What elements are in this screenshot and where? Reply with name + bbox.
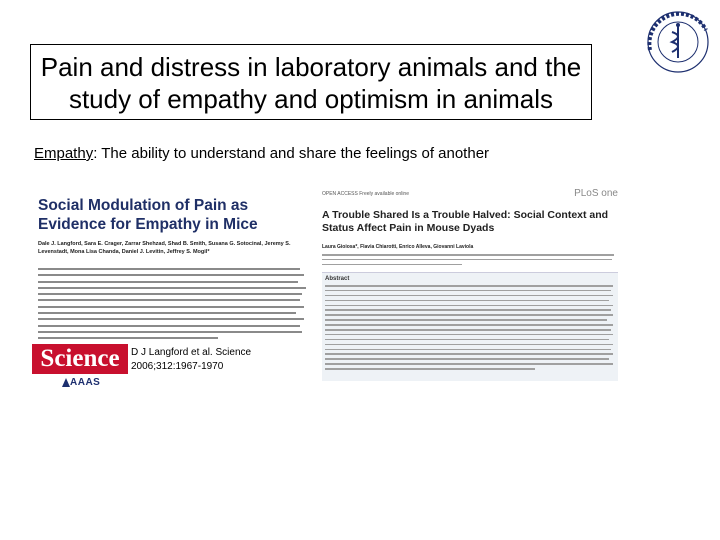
aaas-icon — [62, 378, 70, 387]
article-left-title: Social Modulation of Pain as Evidence for Empathy in Mice — [38, 197, 258, 233]
empathy-definition — [34, 145, 489, 162]
science-logo-text: Science — [32, 344, 128, 374]
plos-one-logo: PLoS one — [574, 188, 618, 199]
citation — [131, 346, 251, 374]
science-logo — [32, 344, 128, 394]
article-plos-excerpt — [320, 188, 620, 380]
abstract-heading: Abstract — [325, 276, 350, 282]
article-right-abstract-box — [322, 272, 618, 381]
article-right-title: A Trouble Shared Is a Trouble Halved: Social Context and Status Affect Pain in Mouse Dyads — [322, 209, 609, 234]
article-left-authors: Dale J. Langford, Sara E. Crager, Zarrar Shehzad, Shad B. Smith, Susana G. Sotocinal, Jeremy S. Levenstadt, Mona Lisa Chanda, Daniel J. Levitin, Jeffrey S. Mogil* — [38, 241, 291, 255]
iss-logo — [636, 0, 720, 84]
empathy-definition-text: : The ability to understand and share the feelings of another — [93, 145, 490, 162]
article-right-affiliations — [322, 254, 618, 269]
citation-line-1: D J Langford et al. Science — [131, 347, 252, 358]
empathy-term: Empathy — [34, 145, 94, 162]
slide-title: Pain and distress in laboratory animals and the study of empathy and optimism in animals — [30, 44, 592, 120]
article-left-abstract — [38, 268, 308, 344]
article-right-abstract — [325, 285, 615, 370]
aaas-text: AAAS — [70, 377, 101, 388]
article-right-authors: Laura Gioiosa*, Flavia Chiarotti, Enrico Alleva, Giovanni Laviola — [322, 244, 474, 250]
citation-line-2: 2006;312:1967-1970 — [131, 361, 224, 372]
open-access-label: OPEN ACCESS Freely available online — [322, 191, 409, 197]
